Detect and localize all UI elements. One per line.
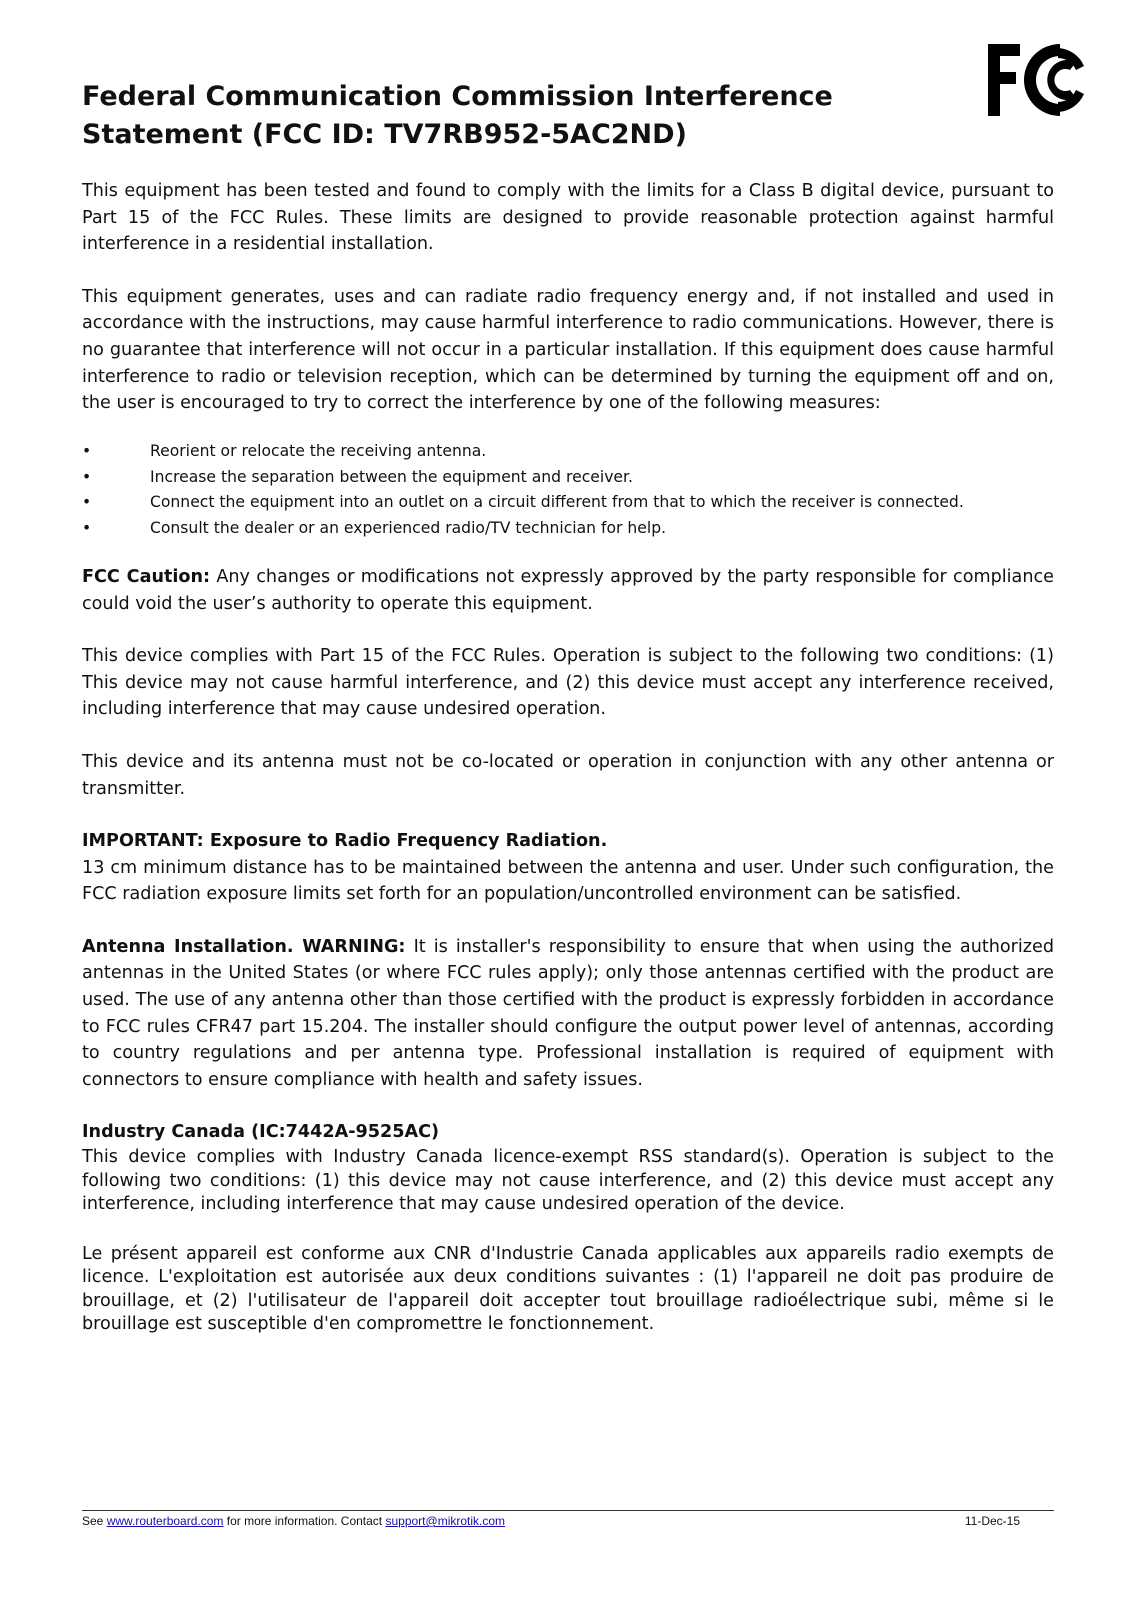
page-title: Federal Communication Commission Interference Statement (FCC ID: TV7RB952-5AC2ND) [82,81,833,150]
routerboard-link[interactable]: www.routerboard.com [106,1514,224,1528]
document-body [82,178,1054,1337]
support-email-link[interactable]: support@mikrotik.com [385,1514,506,1528]
antenna-warning-label: Antenna Installation. WARNING: [82,936,406,957]
caution-label: FCC Caution: [82,566,211,587]
list-item: • Increase the separation between the equipment and receiver. [82,467,633,486]
paragraph-class-b: This equipment has been tested and found to comply with the limits for a Class B digital device, pursuant to Part 15 of the FCC Rules. These limits are designed to provide reasonable protection against harmful interference in a residential installation. [82,181,1054,255]
list-item: • Reorient or relocate the receiving antenna. [82,441,487,460]
paragraph-ic-english: This device complies with Industry Canada licence-exempt RSS standard(s). Operation is subject to the following two conditions: (1) this device may not cause interference, and (2) this device must accept any interference, including interference that may cause undesired operation of the device. [82,1147,1054,1215]
footer-divider [82,1510,1054,1511]
measures-list [82,439,1054,542]
fcc-logo [986,42,1086,118]
footer: See www.routerboard.com for more information. Contact support@mikrotik.com 11-Dec-15 [82,1514,1020,1528]
footer-date: 11-Dec-15 [964,1514,1020,1528]
paragraph-ic-french: Le présent appareil est conforme aux CNR d'Industrie Canada applicables aux appareils radio exempts de licence. L'exploitation est autorisée aux deux conditions suivantes : (1) l'appareil ne doit pas produire de brouillage, et (2) l'utilisateur de l'appareil doit accepter tout brouillage radioélectrique subi, même si le brouillage est susceptible d'en compromettre le fonctionnement. [82,1243,1054,1335]
list-item: • Consult the dealer or an experienced radio/TV technician for help. [82,519,667,538]
industry-canada-heading: Industry Canada (IC:7442A-9525AC) [82,1122,440,1143]
paragraph-antenna-installation: Antenna Installation. WARNING: It is installer's responsibility to ensure that when using the authorized antennas in the United States (or where FCC rules apply); only those antennas certified with the product are used. The use of any antenna other than those certified with the product is expressly forbidden in accordance to FCC rules CFR47 part 15.204. The installer should configure the output power level of antennas, according to country regulations and per antenna type. Professional installation is required of equipment with connectors to ensure compliance with health and safety issues. [82,936,1055,1090]
paragraph-interference: This equipment generates, uses and can radiate radio frequency energy and, if not installed and used in accordance with the instructions, may cause harmful interference to radio communications. However, there is no guarantee that interference will not occur in a particular installation. If this equipment does cause harmful interference to radio or television reception, which can be determined by turning the equipment off and on, the user is encouraged to try to correct the interference by one of the following measures: [82,286,1054,414]
important-heading: IMPORTANT: Exposure to Radio Frequency Radiation. [82,831,608,852]
list-item: • Connect the equipment into an outlet on a circuit different from that to which the receiver is connected. [82,493,964,512]
paragraph-fcc-caution: FCC Caution: Any changes or modifications not expressly approved by the party responsible for compliance could void the user’s authority to operate this equipment. [82,566,1054,614]
paragraph-colocated: This device and its antenna must not be co-located or operation in conjunction with any other antenna or transmitter. [82,751,1054,799]
paragraph-rf-exposure: 13 cm minimum distance has to be maintained between the antenna and user. Under such configuration, the FCC radiation exposure limits set forth for an population/uncontrolled environment can be satisfied. [82,857,1054,905]
paragraph-part15: This device complies with Part 15 of the FCC Rules. Operation is subject to the following two conditions: (1) This device may not cause harmful interference, and (2) this device must accept any interference received, including interference that may cause undesired operation. [82,646,1054,720]
